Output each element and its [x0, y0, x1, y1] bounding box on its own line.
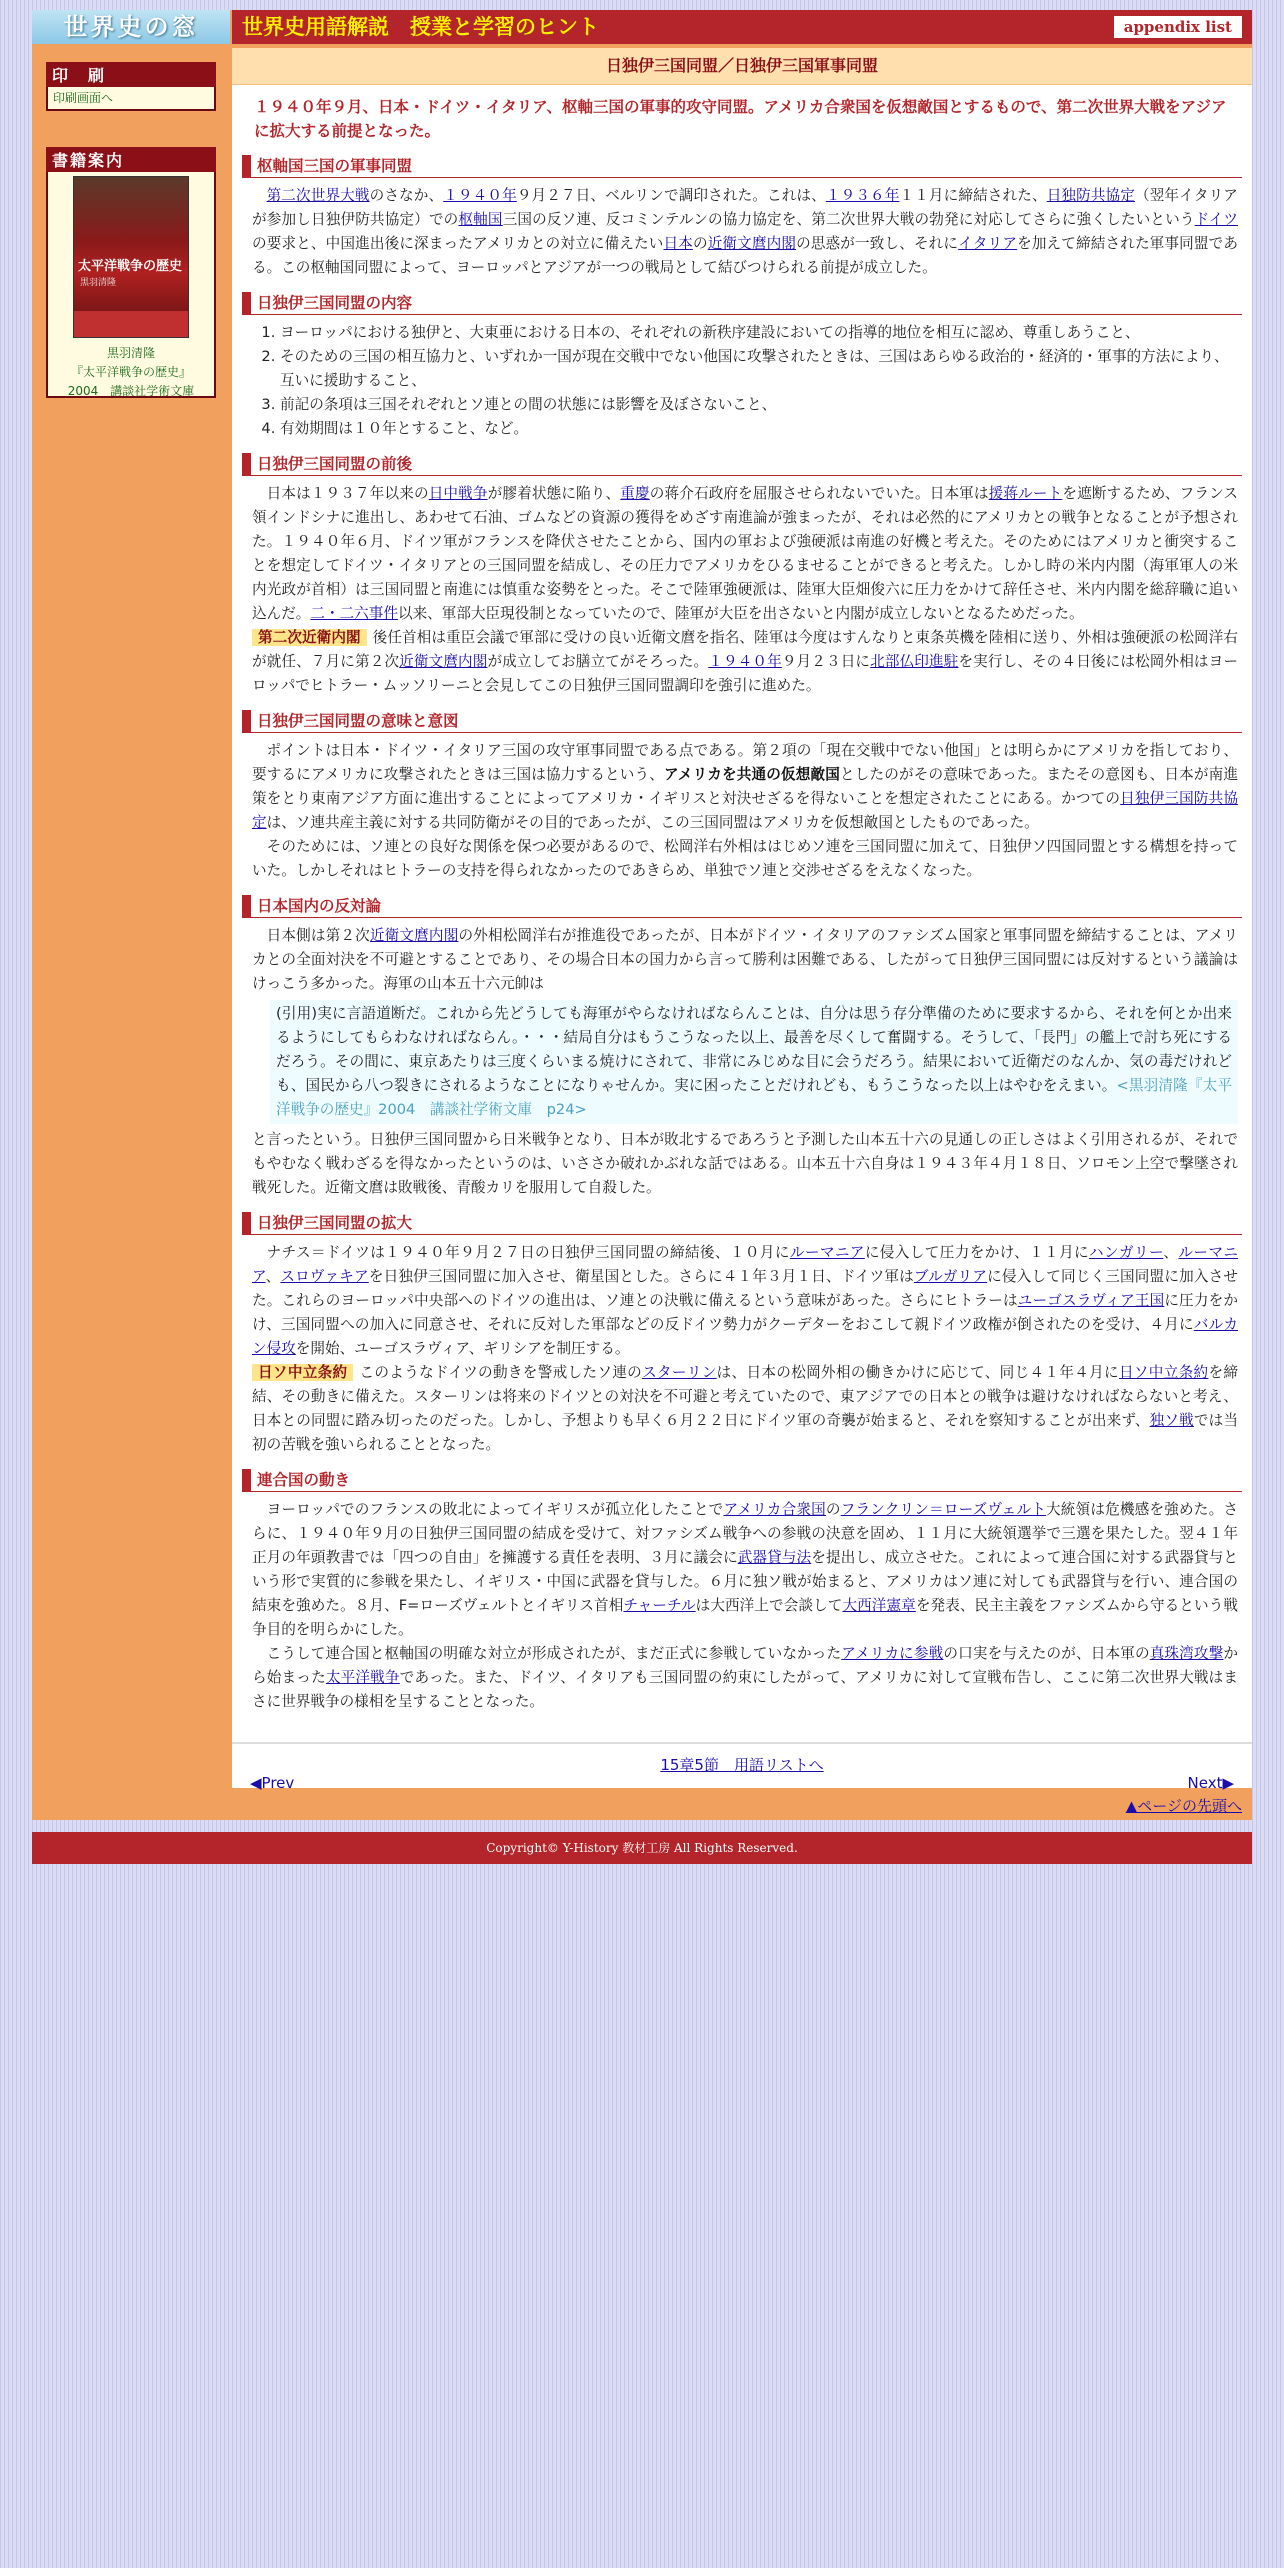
link-konoe-cabinet[interactable]: 近衛文麿内閣 [707, 235, 797, 252]
link-pearl-harbor[interactable]: 真珠湾攻撃 [1149, 1645, 1224, 1662]
paragraph: こうして連合国と枢軸国の明確な対立が形成されたが、まだ正式に参戦していなかったアメリカに参戦の口実を与えたのが、日本軍の真珠湾攻撃から始まった太平洋戦争であった。また、ドイツ、イタリアも三国同盟の約束にしたがって、アメリカに対して宣戦布告し、ここに第二次世界大戦はまさに世界戦争の様相を呈することとなった。 [252, 1645, 1238, 1710]
paragraph: 日本側は第２次近衛文麿内閣の外相松岡洋右が推進役であったが、日本がドイツ・イタリアのファシズム国家と軍事同盟を締結することは、アメリカとの全面対決を不可避とすることであり、その場合日本の国力から言って勝利は困難である、したがって日独伊三国同盟には反対するという議論はけっこう多かった。海軍の山本五十六元帥は [252, 927, 1238, 992]
link-lend-lease[interactable]: 武器貸与法 [737, 1549, 812, 1566]
paragraph: ポイントは日本・ドイツ・イタリア三国の攻守軍事同盟である点である。第２項の「現在交戦中でない他国」とは明らかにアメリカを指しており、要するにアメリカに攻撃されたときは三国は協力するという、アメリカを共通の仮想敵国としたのがその意味であった。またその意図も、日本が南進策をとり東南アジア方面に進出することによってアメリカ・イギリスと対決せざるを得ないことを想定されたことにある。かつての日独伊三国防共協定は、ソ連共産主義に対する共同防衛がその目的であったが、この三国同盟はアメリカを仮想敵国としたものであった。 [252, 742, 1238, 831]
paragraph: 日ソ中立条約 このようなドイツの動きを警戒したソ連のスターリンは、日本の松岡外相の働きかけに応じて、同じ４１年４月に日ソ中立条約を締結、その動きに備えた。スターリンは将来のドイツとの対決を不可避と考えていたので、東アジアでの日本との戦争は避けなければならないと考え、日本との同盟に踏み切ったのだった。しかし、予想よりも早く６月２２日にドイツ軍の奇襲が始まると、それを察知することが出来ず、独ソ戦では当初の苦戦を強いられることとなった。 [252, 1364, 1238, 1453]
book-title: 『太平洋戦争の歴史』 [70, 365, 191, 379]
link-sino-japanese-war[interactable]: 日中戦争 [428, 485, 488, 502]
paragraph: 日本は１９３７年以来の日中戦争が膠着状態に陥り、重慶の蒋介石政府を屈服させられないでいた。日本軍は援蒋ルートを遮断するため、フランス領インドシナに進出し、あわせて石油、ゴムなどの資源の獲得をめざす南進論が強まったが、それは必然的にアメリカとの戦争となることが予想された。１９４０年６月、ドイツ軍がフランスを降伏させたことから、国内の軍および強硬派は南進の好機と考えた。そのためにはアメリカと衝突することを想定してドイツ・イタリアとの三国同盟を結成し、その圧力でアメリカをひるませることができると考えた。しかし時の米内内閣（海軍軍人の米内光政が首相）は三国同盟と南進には慎重な姿勢をとった。そこで陸軍強硬派は、陸軍大臣畑俊六に圧力をかけて辞任させ、米内内閣を総辞職に追い込んだ。二・二六事件以来、軍部大臣現役制となっていたので、陸軍が大臣を出さないと内閣が成立しないとなるためだった。 [252, 485, 1238, 622]
book-cover-title: 太平洋戦争の歴史 [78, 259, 183, 274]
link-neutrality-pact[interactable]: 日ソ中立条約 [1118, 1364, 1209, 1381]
paragraph: と言ったという。日独伊三国同盟から日米戦争となり、日本が敗北するであろうと予測した山本五十六の見通しの正しさはよく引用されるが、それでもやむなく戦わざるを得なかったというのは、いささか破れかぶれな話ではある。山本五十六自身は１９４３年４月１８日、ソロモン上空で撃墜され戦死した。近衛文麿は敗戦後、青酸カリを服用して自殺した。 [252, 1131, 1238, 1196]
link-1936[interactable]: １９３６年 [825, 187, 900, 204]
link-pacific-war[interactable]: 太平洋戦争 [325, 1669, 400, 1686]
link-chongqing[interactable]: 重慶 [620, 485, 650, 502]
back-to-top-link[interactable]: ▲ページの先頭へ [1125, 1797, 1242, 1815]
paragraph: 第二次世界大戦のさなか、１９４０年９月２７日、ベルリンで調印された。これは、１９３６年１１月に締結された、日独防共協定（翌年イタリアが参加し日独伊防共協定）での枢軸国三国の反ソ連、反コミンテルンの協力協定を、第二次世界大戦の勃発に対応してさらに強くしたいというドイツの要求と、中国進出後に深まったアメリカとの対立に備えたい日本の近衛文麿内閣の思惑が一致し、それにイタリアを加えて締結された軍事同盟である。この枢軸国同盟によって、ヨーロッパとアジアが一つの戦局として結びつけられる前提が成立した。 [252, 187, 1238, 276]
site-logo[interactable]: 世界史の窓 [32, 10, 230, 44]
link-balkan-invasion[interactable]: バルカン侵攻 [252, 1316, 1238, 1357]
section-heading: 日独伊三国同盟の拡大 [242, 1212, 1242, 1235]
link-bulgaria[interactable]: ブルガリア [913, 1268, 988, 1285]
list-item: 1. ヨーロッパにおける独伊と、大東亜における日本の、それぞれの新秩序建設においての指導的地位を相互に認め、尊重しあうこと、 [280, 321, 1238, 345]
book-caption [48, 344, 214, 401]
link-axis[interactable]: 枢軸国 [458, 211, 503, 228]
header-title: 世界史用語解説 授業と学習のヒント [242, 15, 599, 39]
link-german-soviet-war[interactable]: 独ソ戦 [1149, 1412, 1194, 1429]
link-usa[interactable]: アメリカ合衆国 [723, 1501, 826, 1518]
paragraph: 第二次近衛内閣 後任首相は重臣会議で軍部に受けの良い近衛文麿を指名、陸軍は今度はすんなりと東条英機を陸相に送り、外相は強硬派の松岡洋右が就任、７月に第２次近衛文麿内閣が成立してお膳立てがそろった。１９４０年９月２３日に北部仏印進駐を実行し、その４日後には松岡外相はヨーロッパでヒトラー・ムッソリーニと会見してこの日独伊三国同盟調印を強引に進めた。 [252, 629, 1238, 694]
link-hungary[interactable]: ハンガリー [1089, 1244, 1164, 1261]
print-link[interactable]: 印刷画面へ [53, 91, 114, 105]
link-konoe-cabinet[interactable]: 近衛文麿内閣 [399, 653, 488, 670]
book-cover-author: 黒羽清隆 [80, 278, 117, 288]
link-burma-road[interactable]: 援蒋ルート [988, 485, 1063, 502]
link-yugoslavia[interactable]: ユーゴスラヴィア王国 [1017, 1292, 1165, 1309]
topic-label: 第二次近衛内閣 [252, 629, 367, 646]
book-author: 黒羽清隆 [106, 346, 155, 360]
link-stalin[interactable]: スターリン [642, 1364, 717, 1381]
prev-link[interactable]: ◀Prev [250, 1774, 295, 1792]
footer-copyright: Copyright© Y-History 教材工房 All Rights Reserved. [32, 1832, 1252, 1864]
section-heading: 日独伊三国同盟の意味と意図 [242, 710, 1242, 733]
sidebar [46, 62, 216, 398]
link-anti-comintern[interactable]: 日独防共協定 [1046, 187, 1135, 204]
link-north-indochina[interactable]: 北部仏印進駐 [870, 653, 959, 670]
appendix-list-button[interactable]: appendix list [1114, 16, 1242, 38]
topic-label: 日ソ中立条約 [252, 1364, 353, 1381]
link-germany[interactable]: ドイツ [1194, 211, 1238, 228]
page-header [232, 10, 1252, 44]
quotation: (引用)実に言語道断だ。これから先どうしても海軍がやらなければならんことは、自分は思う存分準備のために要求するから、それを何とか出来るようにしてもらわなければならん。・・・結局自分はもうこうなった以上、最善を尽くして奮闘する。そうして、「長門」の艦上で討ち死にするだろう。その間に、東京あたりは三度くらいまる焼けにされて、非常にみじめな目に会うだろう。結果において近衛だのなんか、気の毒だけれども、国民から八つ裂きにされるようなことになりゃせんか。実に困ったことだけれども、もうこうなった以上はやむをえまい。<黒羽清隆『太平洋戦争の歴史』2004 講談社学術文庫 p24> [270, 1000, 1238, 1124]
link-wwii[interactable]: 第二次世界大戦 [266, 187, 370, 204]
main-content [232, 48, 1252, 1792]
section-heading: 日独伊三国同盟の内容 [242, 292, 1242, 315]
paragraph: ナチス＝ドイツは１９４０年９月２７日の日独伊三国同盟の締結後、１０月にルーマニアに侵入して圧力をかけ、１１月にハンガリー、ルーマニア、スロヴァキアを日独伊三国同盟に加入させ、衛星国とした。さらに４１年３月１日、ドイツ軍はブルガリアに侵入して同じく三国同盟に加入させた。これらのヨーロッパ中央部へのドイツの進出は、ソ連との決戦に備えるという意味があった。さらにヒトラーはユーゴスラヴィア王国に圧力をかけ、三国同盟への加入に同意させ、それに反対した軍部などの反ドイツ勢力がクーデターをおこして親ドイツ政権が倒されたのを受け、４月にバルカン侵攻を開始、ユーゴスラヴィア、ギリシアを制圧する。 [252, 1244, 1238, 1357]
book-box [46, 172, 216, 398]
paragraph: そのためには、ソ連との良好な関係を保つ必要があるので、松岡洋右外相ははじめソ連を三国同盟に加えて、日独伊ソ四国同盟とする構想を持っていた。しかしそれはヒトラーの支持を得られなかったのであきらめ、単独でソ連と交渉せざるをえなくなった。 [252, 838, 1238, 879]
link-226-incident[interactable]: 二・二六事件 [310, 605, 398, 622]
link-fdr[interactable]: フランクリン＝ローズヴェルト [840, 1501, 1046, 1518]
link-1940[interactable]: １９４０年 [443, 187, 517, 204]
link-churchill[interactable]: チャーチル [623, 1597, 696, 1614]
link-us-entry[interactable]: アメリカに参戦 [841, 1645, 944, 1662]
link-slovakia[interactable]: スロヴァキア [280, 1268, 369, 1285]
print-section-title: 印 刷 [46, 62, 216, 87]
link-anti-comintern-pact[interactable]: 日独伊三国防共協定 [252, 790, 1238, 831]
bottom-navigation [232, 1742, 1252, 1790]
books-section-title: 書籍案内 [46, 147, 216, 172]
list-item: 3. 前記の条項は三国それぞれとソ連との間の状態には影響を及ぼさないこと、 [280, 393, 1238, 417]
list-item: 4. 有効期間は１０年とすること、など。 [280, 417, 1238, 441]
link-1940[interactable]: １９４０年 [708, 653, 782, 670]
link-konoe-cabinet[interactable]: 近衛文麿内閣 [369, 927, 459, 944]
book-cover-image[interactable] [73, 176, 189, 338]
link-romania[interactable]: ルーマニア [789, 1244, 865, 1261]
treaty-content-list [252, 321, 1238, 441]
print-box [46, 87, 216, 111]
quote-citation: <黒羽清隆『太平洋戦争の歴史』2004 講談社学術文庫 p24> [276, 1077, 1232, 1118]
link-atlantic-charter[interactable]: 大西洋憲章 [842, 1597, 916, 1614]
link-romania[interactable]: ルーマニア [252, 1244, 1238, 1285]
section-heading: 日独伊三国同盟の前後 [242, 453, 1242, 476]
list-item: 2. そのための三国の相互協力と、いずれか一国が現在交戦中でない他国に攻撃されたときは、三国はあらゆる政治的・経済的・軍事的方法により、互いに援助すること、 [280, 345, 1238, 393]
section-heading: 日本国内の反対論 [242, 895, 1242, 918]
section-heading: 枢軸国三国の軍事同盟 [242, 155, 1242, 178]
section-heading: 連合国の動き [242, 1469, 1242, 1492]
link-japan[interactable]: 日本 [663, 235, 693, 252]
link-italy[interactable]: イタリア [958, 235, 1018, 252]
book-publisher: 2004 講談社学術文庫 [67, 384, 195, 398]
term-list-link[interactable]: 15章5節 用語リストへ [660, 1756, 824, 1774]
paragraph: ヨーロッパでのフランスの敗北によってイギリスが孤立化したことでアメリカ合衆国のフランクリン＝ローズヴェルト大統領は危機感を強めた。さらに、１９４０年９月の日独伊三国同盟の結成を受けて、対ファシズム戦争への参戦の決意を固め、１１月に大統領選挙で三選を果たした。翌４１年正月の年頭教書では「四つの自由」を擁護する責任を表明、３月に議会に武器貸与法を提出し、成立させた。これによって連合国に対する武器貸与という形で実質的に参戦を果たし、イギリス・中国に武器を貸与した。６月に独ソ戦が始まると、アメリカはソ連に対しても武器貸与を行い、連合国の結束を強めた。８月、F=ローズヴェルトとイギリス首相チャーチルは大西洋上で会談して大西洋憲章を発表、民主主義をファシズムから守るという戦争目的を明らかにした。 [252, 1501, 1238, 1638]
article-title: 日独伊三国同盟／日独伊三国軍事同盟 [232, 48, 1252, 85]
article-lead: １９４０年９月、日本・ドイツ・イタリア、枢軸三国の軍事的攻守同盟。アメリカ合衆国を仮想敵国とするもので、第二次世界大戦をアジアに拡大する前提となった。 [254, 98, 1227, 140]
page-frame [32, 10, 1252, 1820]
next-link[interactable]: Next▶ [1187, 1774, 1234, 1792]
